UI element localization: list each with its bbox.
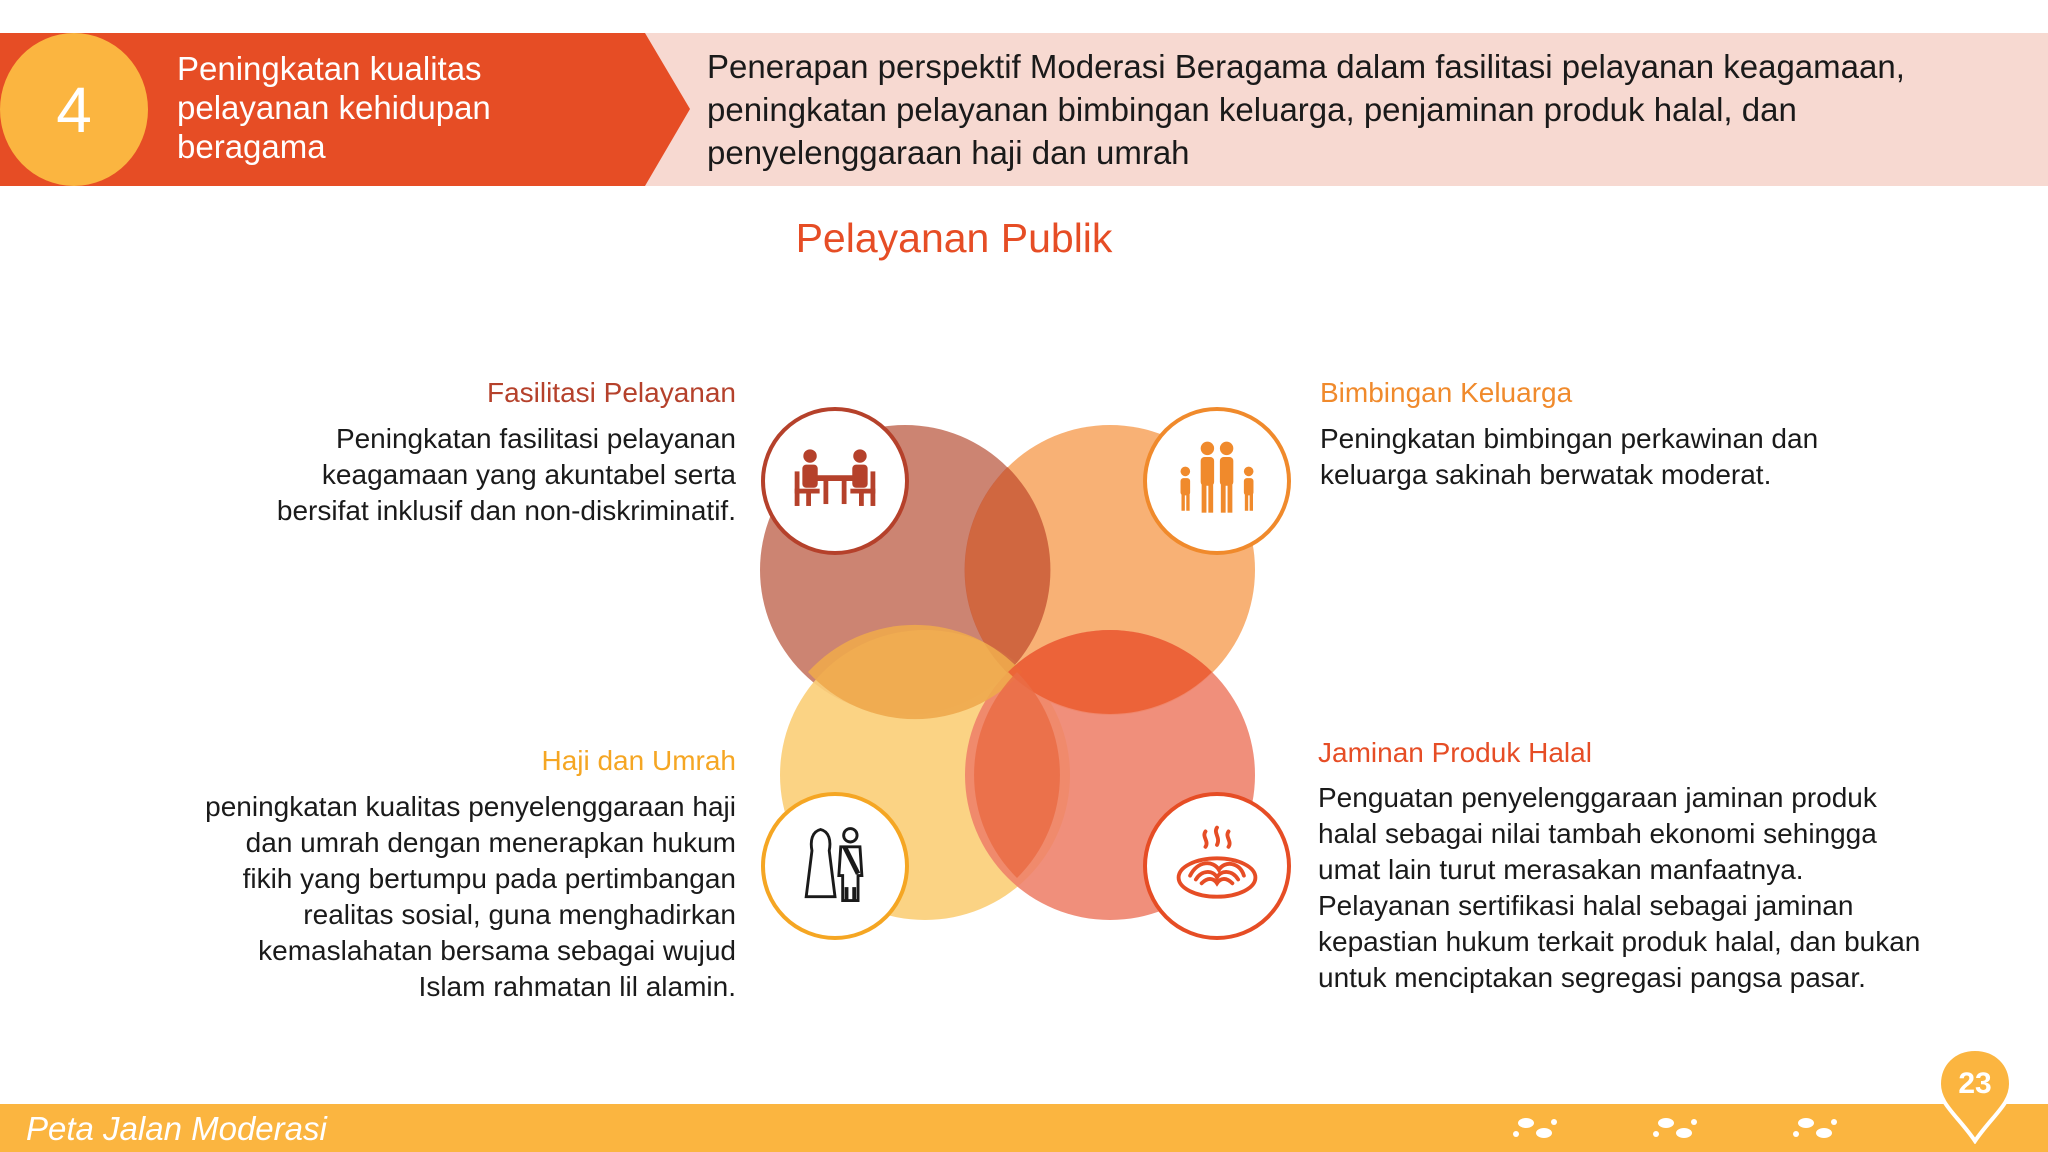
haji-badge — [761, 792, 909, 940]
halal-text: Penguatan penyelenggaraan jaminan produk halal sebagai nilai tambah ekonomi sehingga umat lain turut merasakan manfaatnya. Pelayanan sertifikasi halal sebagai jaminan kepastian hukum terkait produk halal, dan bukan untuk menciptakan segregasi pangsa pasar. — [1318, 782, 1921, 993]
bimbingan-badge — [1143, 407, 1291, 555]
top-banner — [0, 33, 2048, 186]
fasilitasi-text: Peningkatan fasilitasi pelayanan keagamaan yang akuntabel serta bersifat inklusif dan non-diskriminatif. — [276, 423, 736, 526]
footer-bar — [0, 1104, 2048, 1152]
noodle-dish-icon — [1169, 818, 1265, 914]
family-icon — [1169, 433, 1265, 529]
pilgrims-icon — [787, 818, 883, 914]
footprints-icon — [1652, 1114, 1698, 1142]
fasilitasi-badge — [761, 407, 909, 555]
meeting-table-icon — [787, 433, 883, 529]
haji-title: Haji dan Umrah — [541, 745, 736, 776]
page-title: Pelayanan Publik — [795, 215, 1113, 261]
footprints-icon — [1792, 1114, 1838, 1142]
page-number: 23 — [1958, 1067, 1992, 1100]
haji-text: peningkatan kualitas penyelenggaraan haji dan umrah dengan menerapkan hukum fikih yang bertumpu pada pertimbangan realitas sosial, guna menghadirkan kemaslahatan bersama sebagai wujud Islam rahmatan lil alamin. — [205, 791, 736, 1002]
section-number-badge: 4 — [0, 33, 148, 186]
footer-title: Peta Jalan Moderasi — [26, 1110, 327, 1147]
bimbingan-text: Peningkatan bimbingan perkawinan dan keluarga sakinah berwatak moderat. — [1320, 423, 1819, 490]
halal-title: Jaminan Produk Halal — [1318, 737, 1592, 768]
footprints-icon — [1512, 1114, 1558, 1142]
section-description: Penerapan perspektif Moderasi Beragama dalam fasilitasi pelayanan keagamaan, peningkatan pelayanan bimbingan keluarga, penjaminan produk halal, dan penyelenggaraan haji dan umrah — [707, 48, 1905, 171]
bimbingan-title: Bimbingan Keluarga — [1320, 377, 1573, 408]
halal-badge — [1143, 792, 1291, 940]
section-title: Peningkatan kualitas pelayanan kehidupan beragama — [177, 50, 491, 165]
fasilitasi-title: Fasilitasi Pelayanan — [486, 377, 736, 408]
